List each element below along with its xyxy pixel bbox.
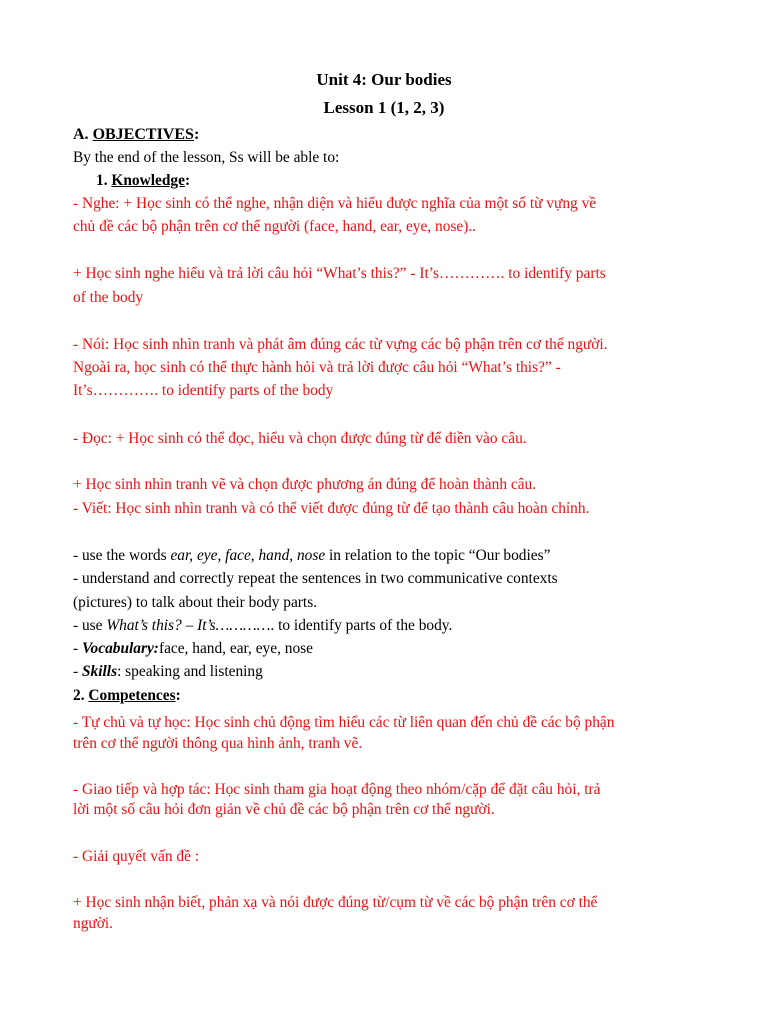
nghe-line-2: chủ đề các bộ phận trên cơ thể người (face, hand, ear, eye, nose).. bbox=[73, 218, 477, 235]
noi-line-3: It’s…………. to identify parts of the body bbox=[73, 382, 334, 399]
vocabulary-line: - Vocabulary:face, hand, ear, eye, nose bbox=[73, 640, 313, 657]
tu-chu-line-1: - Tự chủ và tự học: Học sinh chủ động tìm hiểu các từ liên quan đến chủ đề các bộ phận bbox=[73, 714, 615, 731]
tu-chu-line-2: trên cơ thể người thông qua hình ảnh, tranh vẽ. bbox=[73, 735, 363, 752]
use-whats-line: - use What’s this? – It’s…………. to identify parts of the body. bbox=[73, 617, 453, 634]
noi-line-2: Ngoài ra, học sinh có thể thực hành hỏi và trả lời được câu hỏi “What’s this?” - bbox=[73, 359, 561, 376]
nghe-line-1: - Nghe: + Học sinh có thể nghe, nhận diện và hiểu được nghĩa của một số từ vựng về bbox=[73, 195, 597, 212]
doc-line: - Đọc: + Học sinh có thể đọc, hiểu và chọn được đúng từ để điền vào câu. bbox=[73, 430, 527, 447]
use-words-line: - use the words ear, eye, face, hand, nose in relation to the topic “Our bodies” bbox=[73, 547, 551, 564]
doc-plus-line: + Học sinh nhìn tranh vẽ và chọn được phương án đúng để hoàn thành câu. bbox=[73, 476, 537, 493]
nghe-plus-line-1: + Học sinh nghe hiểu và trả lời câu hỏi “What’s this?” - It’s…………. to identify parts bbox=[73, 265, 606, 282]
skills-line: - Skills: speaking and listening bbox=[73, 663, 263, 680]
nhan-biet-line-2: người. bbox=[73, 915, 113, 932]
giao-tiep-line-2: lời một số câu hỏi đơn giản về chủ đề các bộ phận trên cơ thể người. bbox=[73, 801, 495, 818]
competences-heading: 2. Competences: bbox=[73, 687, 181, 704]
understand-line-2: (pictures) to talk about their body parts. bbox=[73, 594, 318, 611]
nghe-plus-line-2: of the body bbox=[73, 289, 144, 306]
section-objectives-heading: A. OBJECTIVES: bbox=[73, 126, 200, 143]
giai-quyet-line: - Giải quyết vấn đề : bbox=[73, 848, 200, 865]
lesson-subtitle: Lesson 1 (1, 2, 3) bbox=[323, 98, 445, 117]
understand-line-1: - understand and correctly repeat the sentences in two communicative contexts bbox=[73, 570, 558, 587]
knowledge-heading: 1. Knowledge: bbox=[96, 172, 191, 189]
noi-line-1: - Nói: Học sinh nhìn tranh và phát âm đúng các từ vựng các bộ phận trên cơ thể người. bbox=[73, 336, 608, 353]
giao-tiep-line-1: - Giao tiếp và hợp tác: Học sinh tham gia hoạt động theo nhóm/cặp để đặt câu hỏi, trả bbox=[73, 781, 601, 798]
intro-text: By the end of the lesson, Ss will be able to: bbox=[73, 149, 340, 166]
viet-line: - Viết: Học sinh nhìn tranh và có thể viết được đúng từ để tạo thành câu hoàn chỉnh. bbox=[73, 500, 590, 517]
nhan-biet-line-1: + Học sinh nhận biết, phản xạ và nói được đúng từ/cụm từ về các bộ phận trên cơ thể bbox=[73, 894, 598, 911]
page-title: Unit 4: Our bodies bbox=[316, 70, 452, 89]
